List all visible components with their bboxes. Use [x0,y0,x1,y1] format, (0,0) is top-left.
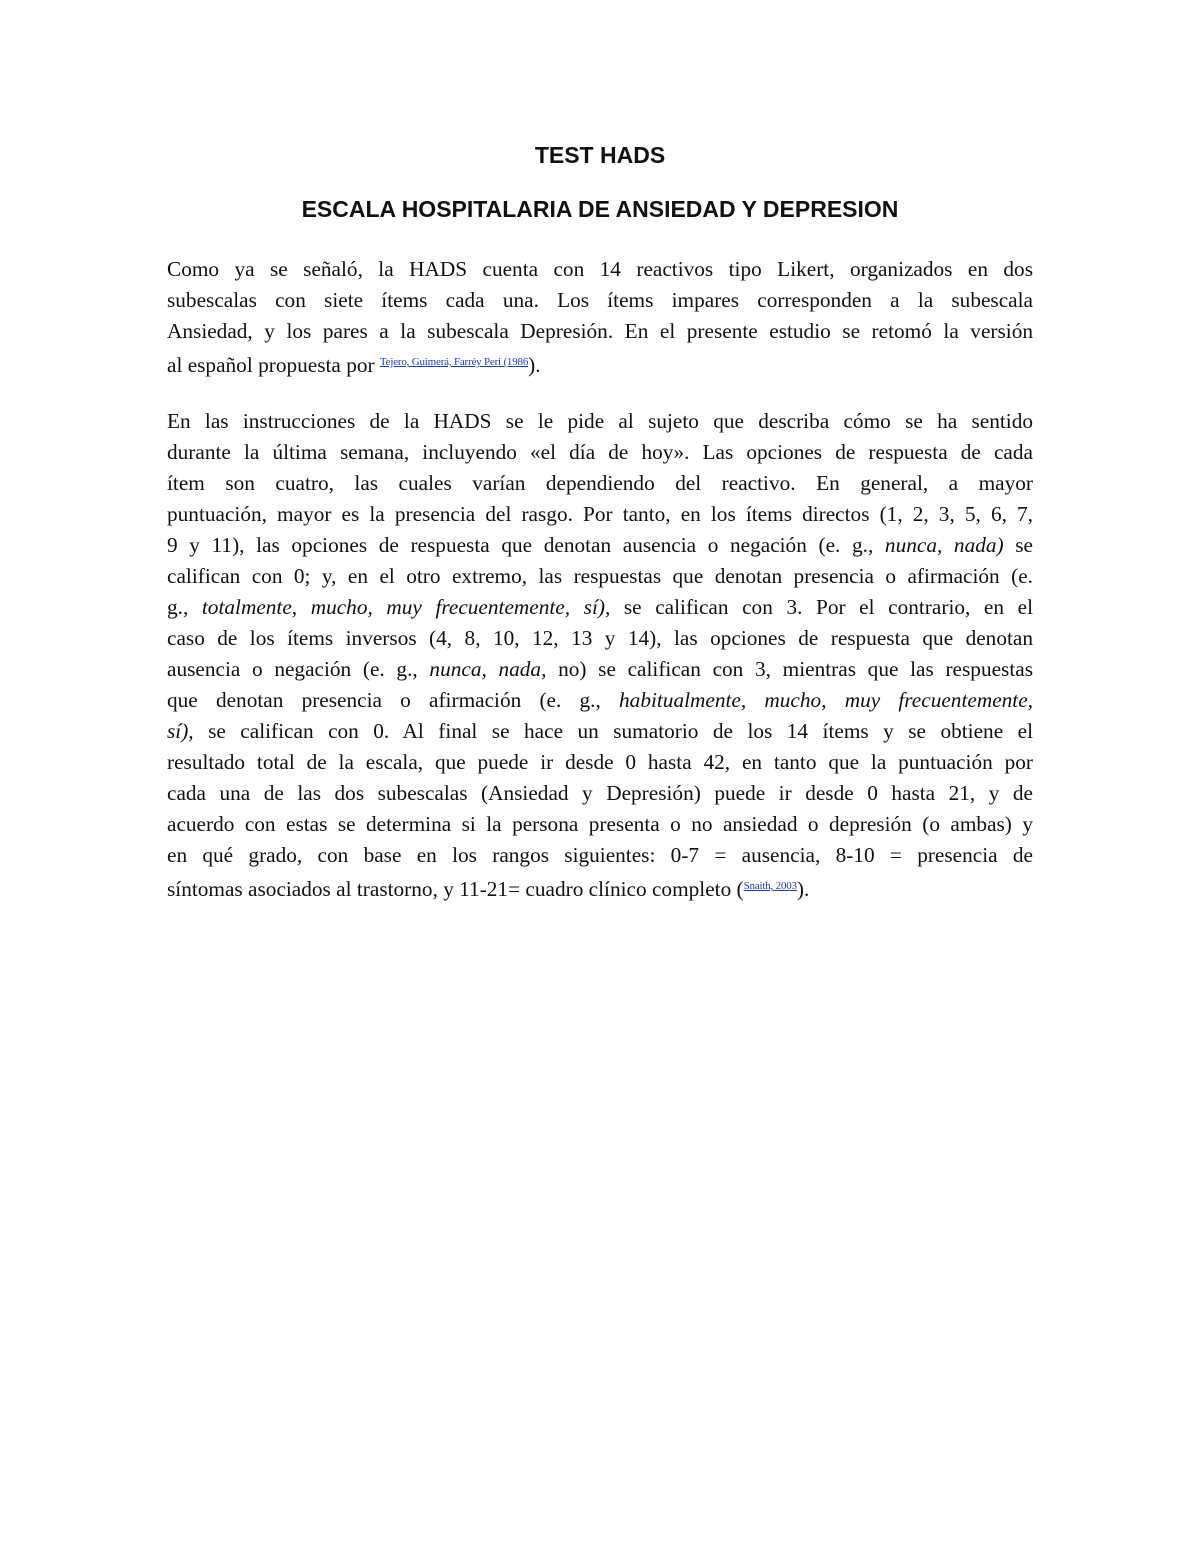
p2-line [167,530,1033,561]
p1-text: al español propuesta por [167,353,380,377]
p2-text: 9 y 11), las opciones de respuesta que denotan ausencia o negación (e. g., [167,533,885,557]
p2-line: acuerdo con estas se determina si la persona presenta o no ansiedad o depresión (o ambas) y [167,812,1033,836]
p2-text: se [1003,533,1033,557]
p2-italic: totalmente, mucho, muy frecuentemente, sí), [201,595,611,619]
paragraph-1 [167,254,1033,381]
p2-line: cada una de las dos subescalas (Ansiedad y Depresión) puede ir desde 0 hasta 21, y de [167,781,1033,805]
p2-line [167,716,1033,747]
p2-line: puntuación, mayor es la presencia del rasgo. Por tanto, en los ítems directos (1, 2, 3, 5, 6, 7, [167,502,1033,526]
p2-italic: sí), [167,719,194,743]
p2-line: En las instrucciones de la HADS se le pide al sujeto que describa cómo se ha sentido [167,409,1033,433]
p2-italic: nunca, nada) [884,533,1004,557]
p2-line [167,654,1033,685]
p2-text: ). [796,877,810,901]
p2-text: g., [167,595,202,619]
citation-link-snaith[interactable]: Snaith, 2003 [743,880,797,892]
p2-line [167,871,1033,905]
p1-line [167,347,1033,381]
p2-line [167,685,1033,716]
p2-text: síntomas asociados al trastorno, y 11-21= cuadro clínico completo ( [167,877,744,901]
document-subtitle: ESCALA HOSPITALARIA DE ANSIEDAD Y DEPRESION [301,196,899,222]
p2-text: se califican con 0. Al final se hace un sumatorio de los 14 ítems y se obtiene el [193,719,1033,743]
p2-line: durante la última semana, incluyendo «el día de hoy». Las opciones de respuesta de cada [167,440,1033,464]
p1-line: Ansiedad, y los pares a la subescala Depresión. En el presente estudio se retomó la versión [167,319,1033,343]
p2-text: se califican con 3. Por el contrario, en el [610,595,1033,619]
p2-italic: habitualmente, mucho, muy frecuentemente, [619,688,1033,712]
paragraph-2 [167,406,1033,905]
p2-line: resultado total de la escala, que puede ir desde 0 hasta 42, en tanto que la puntuación por [167,750,1033,774]
citation-link-tejero[interactable]: Tejero, Guimerá, Farréy Peri (1986 [379,356,529,368]
p2-italic: nunca, nada, [429,657,547,681]
p1-line: Como ya se señaló, la HADS cuenta con 14 reactivos tipo Likert, organizados en dos [167,257,1033,281]
p1-line: subescalas con siete ítems cada una. Los ítems impares corresponden a la subescala [167,288,1033,312]
p2-line: califican con 0; y, en el otro extremo, las respuestas que denotan presencia o afirmación (e. [167,564,1033,588]
p2-line: caso de los ítems inversos (4, 8, 10, 12, 13 y 14), las opciones de respuesta que denotan [167,626,1033,650]
p2-line [167,592,1033,623]
p2-text: no) se califican con 3, mientras que las respuestas [546,657,1033,681]
p1-text: ). [528,353,541,377]
p2-text: ausencia o negación (e. g., [167,657,430,681]
p2-text: que denotan presencia o afirmación (e. g., [167,688,620,712]
p2-line: ítem son cuatro, las cuales varían dependiendo del reactivo. En general, a mayor [167,471,1033,495]
p2-line: en qué grado, con base en los rangos siguientes: 0-7 = ausencia, 8-10 = presencia de [167,843,1033,867]
document-title: TEST HADS [534,142,666,168]
